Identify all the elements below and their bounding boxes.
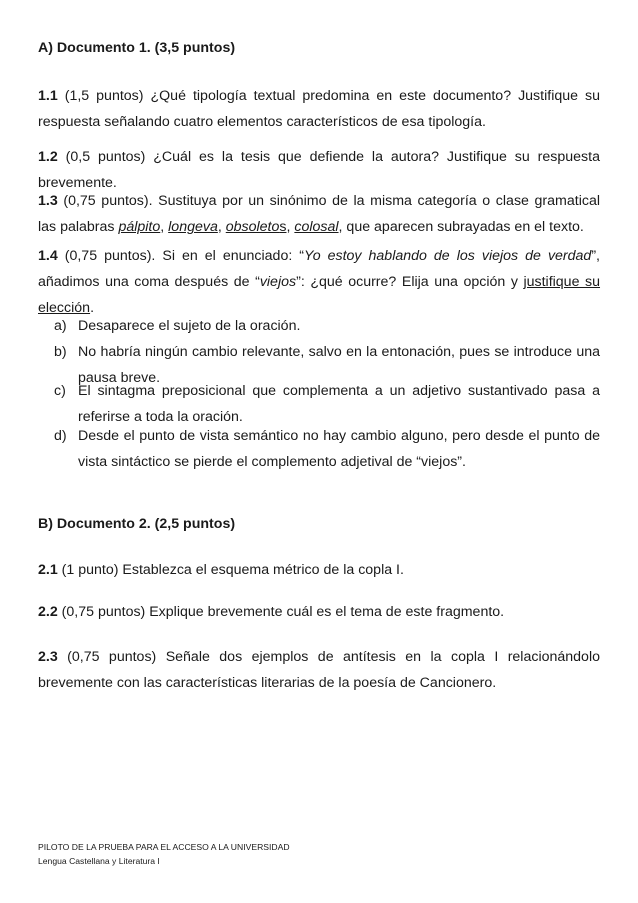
separator: , (286, 219, 295, 235)
question-number: 1.1 (38, 88, 58, 104)
option-letter: a) (54, 318, 67, 334)
question-number: 2.3 (38, 649, 58, 665)
question-text: ”, añadimos una coma después de “ (38, 248, 600, 290)
footer-line-2: Lengua Castellana y Literatura I (38, 856, 160, 866)
underlined-word-longeva: longeva (168, 219, 218, 235)
question-2-1 (38, 557, 600, 583)
option-letter: c) (54, 383, 66, 399)
question-text: (0,75 puntos). Sustituya por un sinónimo de la misma categoría o clase gramatical las palabras (38, 193, 600, 235)
question-2-3 (38, 644, 600, 696)
question-text: (1 punto) Establezca el esquema métrico de la copla I. (57, 562, 404, 578)
question-text: (0,75 puntos) Explique brevemente cuál es el tema de este fragmento. (57, 604, 505, 620)
option-d (54, 423, 600, 475)
option-a (54, 313, 600, 339)
footer (38, 840, 598, 868)
question-text: (0,75 puntos). Si en el enunciado: “ (57, 248, 305, 264)
underlined-suffix: s (279, 219, 287, 235)
question-number: 1.2 (38, 149, 58, 165)
question-1-3 (38, 188, 600, 240)
question-text-tail: , que aparecen subrayadas en el texto. (338, 219, 584, 235)
option-letter: b) (54, 344, 67, 360)
section-b-heading: B) Documento 2. (2,5 puntos) (38, 516, 236, 532)
separator: , (160, 219, 169, 235)
footer-line-1: PILOTO DE LA PRUEBA PARA EL ACCESO A LA UNIVERSIDAD (38, 842, 290, 852)
underlined-word-palpito: pálpito (118, 219, 161, 235)
separator: , (217, 219, 226, 235)
option-text: El sintagma preposicional que complementa a un adjetivo sustantivado pasa a referirse a toda la oración. (78, 383, 600, 425)
section-a-heading: A) Documento 1. (3,5 puntos) (38, 40, 236, 56)
question-text: (1,5 puntos) ¿Qué tipología textual predomina en este documento? Justifique su respuesta señalando cuatro elementos característicos de esa tipología. (38, 88, 600, 130)
question-number: 2.1 (38, 562, 58, 578)
quoted-word: viejos (259, 274, 297, 290)
underlined-instruction: justifique su elección (38, 274, 601, 316)
option-letter: d) (54, 428, 67, 444)
underlined-word-obsoleto: obsoleto (225, 219, 280, 235)
quoted-sentence: Yo estoy hablando de los viejos de verdad (304, 248, 592, 264)
question-text: ”: ¿qué ocurre? Elija una opción y (296, 274, 524, 290)
question-1-4 (38, 243, 600, 321)
question-1-1 (38, 83, 600, 135)
option-text: Desde el punto de vista semántico no hay cambio alguno, pero desde el punto de vista sintáctico se pierde el complemento adjetival de “viejos”. (78, 428, 600, 470)
question-number: 2.2 (38, 604, 58, 620)
option-text: No habría ningún cambio relevante, salvo en la entonación, pues se introduce una pausa breve. (78, 344, 600, 386)
question-text-end: . (90, 300, 95, 316)
question-number: 1.4 (38, 248, 58, 264)
question-text: (0,75 puntos) Señale dos ejemplos de antítesis en la copla I relacionándolo brevemente con las características literarias de la poesía de Cancionero. (38, 649, 600, 691)
underlined-word-colosal: colosal (294, 219, 339, 235)
option-text: Desaparece el sujeto de la oración. (78, 318, 301, 334)
question-2-2 (38, 599, 600, 625)
question-number: 1.3 (38, 193, 58, 209)
question-text: (0,5 puntos) ¿Cuál es la tesis que defiende la autora? Justifique su respuesta brevemente. (38, 149, 600, 191)
